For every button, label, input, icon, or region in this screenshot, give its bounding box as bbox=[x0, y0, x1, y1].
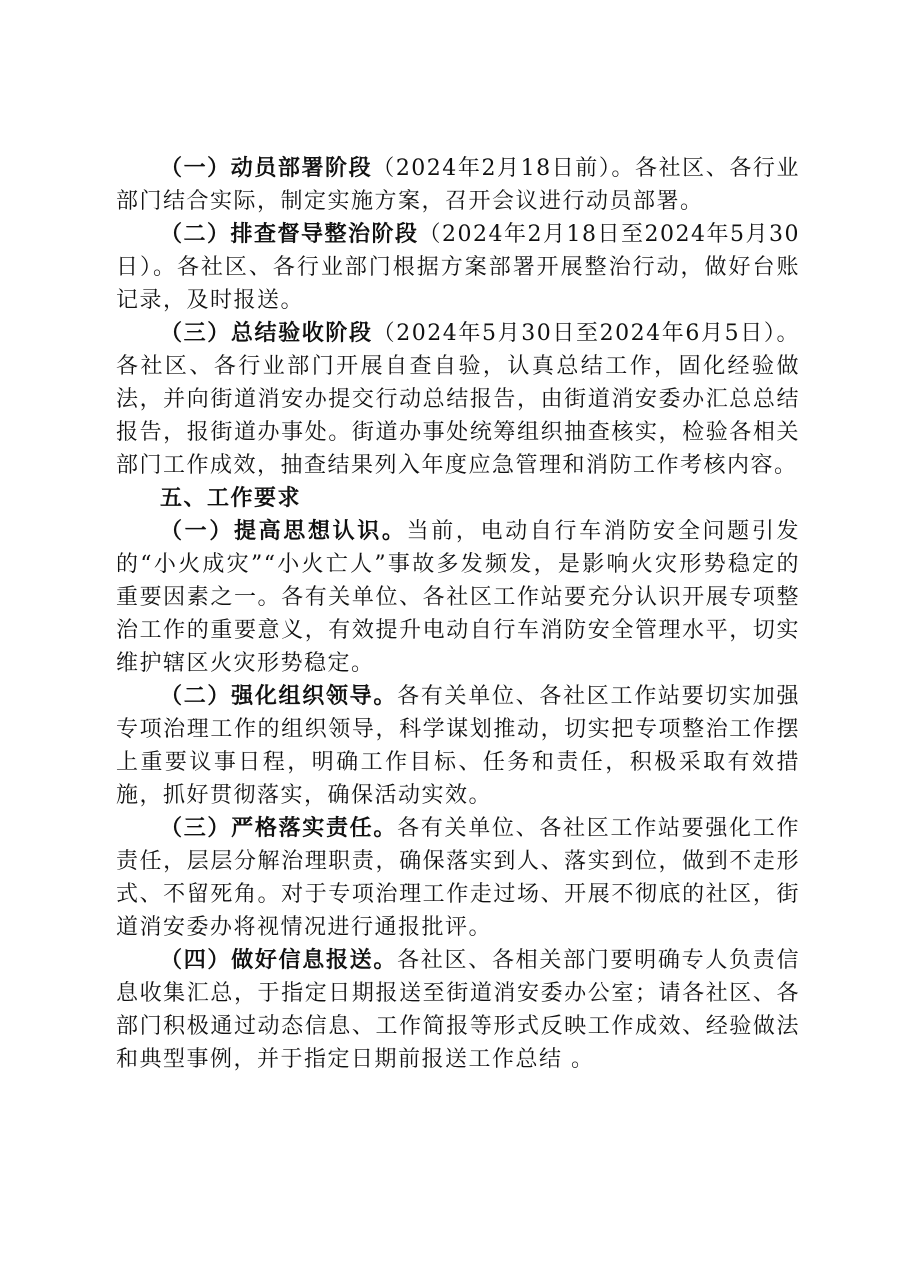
stage-text-3: （2024年5月30日至2024年6月5日）。各社区、各行业部门开展自查自验，认真总结工作，固化经验做法，并向街道消安办提交行动总结报告，由街道消安委办汇总总结报告，报街道办事处。街道办事处统筹组织抽查核实，检验各相关部门工作成效，抽查结果列入年度应急管理和消防工作考核内容。 bbox=[116, 321, 800, 478]
stage-text-1: （2024年2月18日前）。各社区、各行业部门结合实际，制定实施方案，召开会议进行动员部署。 bbox=[116, 156, 800, 214]
requirement-paragraph-3 bbox=[116, 812, 800, 944]
section-heading: 五、工作要求 bbox=[160, 486, 302, 511]
stage-paragraph-3 bbox=[116, 317, 800, 482]
requirement-paragraph-4 bbox=[116, 944, 800, 1076]
stage-paragraph-1 bbox=[116, 152, 800, 218]
requirement-text-3: 各有关单位、各社区工作站要强化工作责任，层层分解治理职责，确保落实到人、落实到位，做到不走形式、不留死角。对于专项治理工作走过场、开展不彻底的社区，街道消安委办将视情况进行通报批评。 bbox=[116, 816, 800, 940]
document-body bbox=[116, 152, 800, 1076]
requirement-lead-1: （一）提高思想认识。 bbox=[160, 519, 407, 544]
stage-lead-2: （二）排查督导整治阶段 bbox=[160, 222, 419, 247]
requirement-paragraph-1 bbox=[116, 515, 800, 680]
requirement-lead-2: （二）强化组织领导。 bbox=[160, 684, 398, 709]
stage-lead-1: （一）动员部署阶段 bbox=[160, 156, 373, 181]
requirement-text-1: 当前，电动自行车消防安全问题引发的“小火成灾”“小火亡人”事故多发频发，是影响火灾形势稳定的重要因素之一。各有关单位、各社区工作站要充分认识开展专项整治工作的重要意义，有效提升电动自行车消防安全管理水平，切实维护辖区火灾形势稳定。 bbox=[116, 519, 800, 676]
stage-paragraph-2 bbox=[116, 218, 800, 317]
requirement-text-4: 各社区、各相关部门要明确专人负责信息收集汇总，于指定日期报送至街道消安委办公室；请各社区、各部门积极通过动态信息、工作简报等形式反映工作成效、经验做法和典型事例，并于指定日期前报送工作总结 。 bbox=[116, 948, 800, 1072]
requirement-paragraph-2 bbox=[116, 680, 800, 812]
requirement-text-2: 各有关单位、各社区工作站要切实加强专项治理工作的组织领导，科学谋划推动，切实把专项整治工作摆上重要议事日程，明确工作目标、任务和责任，积极采取有效措施，抓好贯彻落实，确保活动实效。 bbox=[116, 684, 800, 808]
stage-text-2: （2024年2月18日至2024年5月30日）。各社区、各行业部门根据方案部署开展整治行动，做好台账记录，及时报送。 bbox=[116, 222, 800, 313]
requirement-lead-3: （三）严格落实责任。 bbox=[160, 816, 398, 841]
stage-lead-3: （三）总结验收阶段 bbox=[160, 321, 373, 346]
requirement-lead-4: （四）做好信息报送。 bbox=[160, 948, 398, 973]
